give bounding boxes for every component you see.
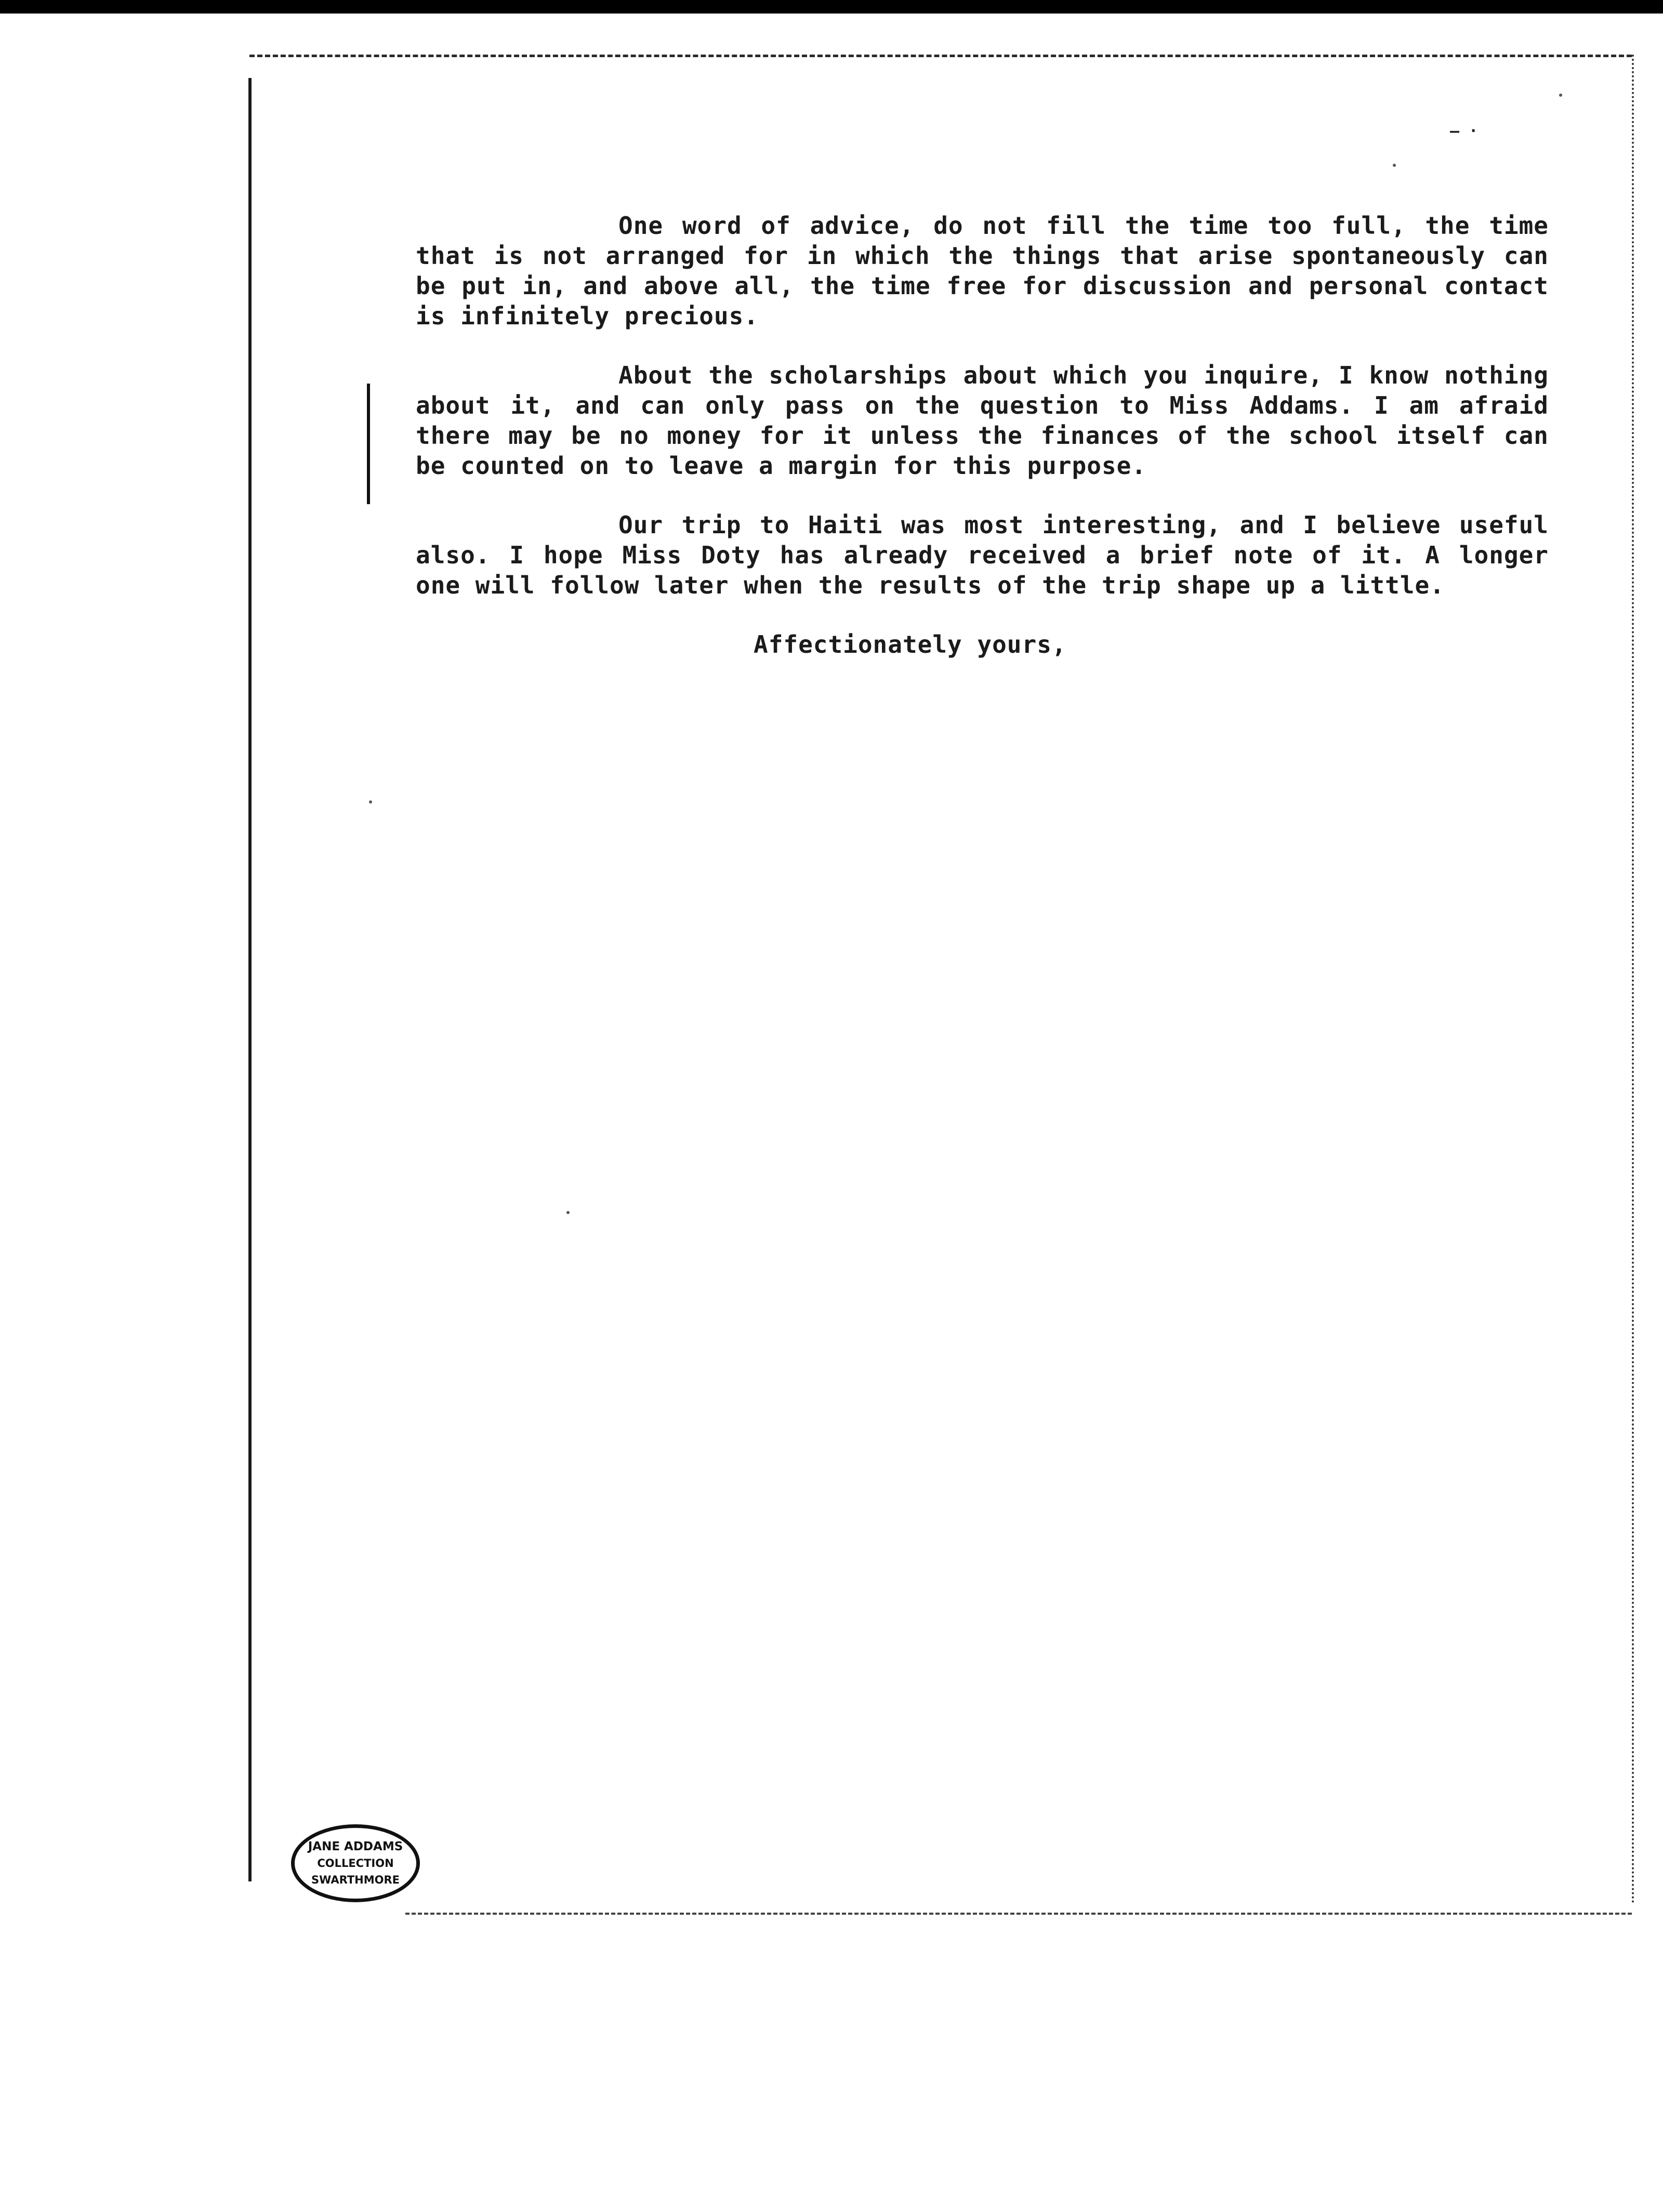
page-edge-left xyxy=(248,78,252,1881)
page-edge-bottom xyxy=(405,1913,1632,1915)
stamp-line-3: SWARTHMORE xyxy=(311,1874,400,1886)
scan-speck xyxy=(1393,164,1396,167)
page-edge-top xyxy=(249,55,1632,57)
paragraph-scholarships: About the scholarships about which you inquire, I know nothing about it, and can only pass on the question to Miss Addams. I am afraid there may be no money for it unless the finances of the school itself can be counted on to leave a margin for this purpose. xyxy=(416,361,1549,480)
page-edge-right xyxy=(1632,55,1634,1905)
letter-closing: Affectionately yours, xyxy=(754,630,1067,659)
letter-body xyxy=(416,210,1549,660)
stamp-line-1: JANE ADDAMS xyxy=(308,1840,403,1853)
scan-speck xyxy=(369,800,372,804)
page-mark: – · xyxy=(1450,122,1479,140)
paragraph-haiti-trip: Our trip to Haiti was most interesting, and I believe useful also. I hope Miss Doty has already received a brief note of it. A longer one will follow later when the results of the trip shape up a little. xyxy=(416,511,1549,599)
scan-speck xyxy=(1559,94,1562,97)
margin-marker-line xyxy=(367,384,370,504)
scan-speck xyxy=(566,1211,570,1214)
paragraph-advice: One word of advice, do not fill the time too full, the time that is not arranged for in which the things that arise spontaneously can be put in, and above all, the time free for discussion and personal contact is infinitely precious. xyxy=(416,212,1549,330)
archive-stamp xyxy=(291,1824,420,1902)
stamp-line-2: COLLECTION xyxy=(317,1857,394,1869)
scan-top-border xyxy=(0,0,1663,14)
